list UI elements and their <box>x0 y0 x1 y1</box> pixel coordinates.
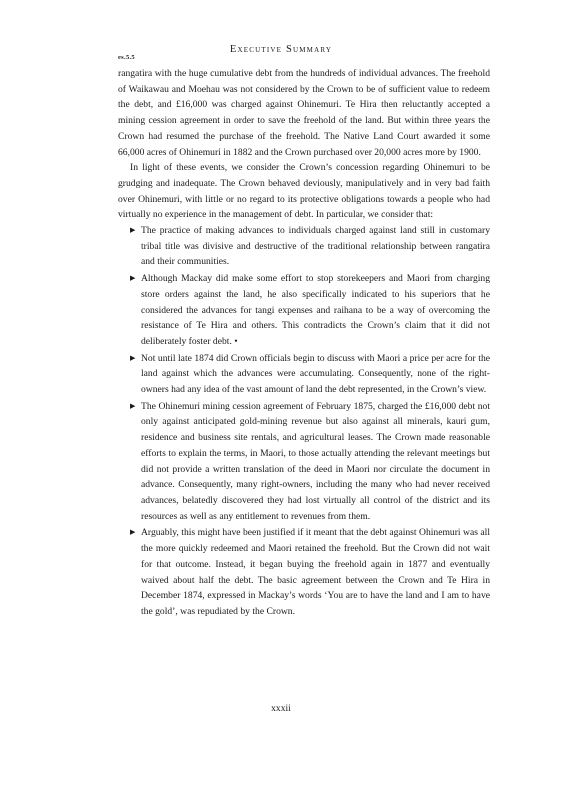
bullet-text: Not until late 1874 did Crown officials begin to discuss with Maori a price per acre for the land against which the advances were accumulating. Consequently, none of the right-owners had any idea of the vast amount of land the debt represented, in the Crown’s view. <box>141 352 490 396</box>
bullet-item <box>130 525 490 619</box>
paragraph: In light of these events, we consider the Crown’s concession regarding Ohinemuri to be grudging and inadequate. The Crown behaved deviously, manipulatively and in very bad faith over Ohinemuri, with little or no regard to its protective obligations towards a people who had virtually no experience in the management of debt. In particular, we consider that: <box>118 162 490 221</box>
running-header: Executive Summary <box>229 44 333 55</box>
bullet-item <box>130 271 490 350</box>
bullet-item <box>130 351 490 398</box>
bullet-text: Arguably, this might have been justified if it meant that the debt against Ohinemuri was all the more quickly redeemed and Maori retained the freehold. But the Crown did not wait for that outcome. Instead, it began buying the freehold again in 1877 and eventually waived about half the debt. The basic agreement between the Crown and Te Hira in December 1874, expressed in Mackay’s words ‘You are to have the land and I am to have the gold’, was repudiated by the Crown. <box>141 527 490 617</box>
bullet-text: The Ohinemuri mining cession agreement of February 1875, charged the £16,000 debt not only against anticipated gold-mining revenue but also against all minerals, kauri gum, residence and business site rentals, and agricultural leases. The Crown made reasonable efforts to explain the terms, in Maori, to those actually attending the relevant meetings but did not provide a written translation of the deed in Maori nor circulate the document in advance. Consequently, many right-owners, including the many who had never received advances, belatedly discovered they had lost virtually all control of the district and its resources as well as any entitlement to revenues from them. <box>141 400 490 522</box>
triangle-bullet-icon: ▶ <box>130 226 136 235</box>
triangle-bullet-icon: ▶ <box>130 274 136 283</box>
triangle-bullet-icon: ▶ <box>130 401 136 410</box>
bullet-item <box>130 399 490 525</box>
triangle-bullet-icon: ▶ <box>130 528 136 537</box>
bullet-item <box>130 223 490 270</box>
section-number: es.5.5 <box>118 54 135 61</box>
triangle-bullet-icon: ▶ <box>130 353 136 362</box>
body-text <box>118 66 490 621</box>
page-number: xxxii <box>271 703 291 714</box>
paragraph: rangatira with the huge cumulative debt from the hundreds of individual advances. The freehold of Waikawau and Moehau was not considered by the Crown to be of sufficient value to redeem the debt, and £16,000 was charged against Ohinemuri. Te Hira then reluctantly accepted a mining cession agreement in order to save the freehold of the land. But within three years the Crown had resumed the purchase of the freehold. The Native Land Court awarded it some 66,000 acres of Ohinemuri in 1882 and the Crown purchased over 20,000 acres more by 1900. <box>118 68 490 158</box>
bullet-text: Although Mackay did make some effort to stop storekeepers and Maori from charging store orders against the land, he also specifically indicated to his superiors that he considered the advances for tangi expenses and raihana to be a way of overcoming the resistance of Te Hira and others. This contradicts the Crown’s claim that it did not deliberately foster debt. • <box>141 273 490 347</box>
bullet-list <box>118 223 490 620</box>
bullet-text: The practice of making advances to individuals charged against land still in customary tribal title was divisive and destructive of the traditional relationship between rangatira and their communities. <box>141 225 490 268</box>
